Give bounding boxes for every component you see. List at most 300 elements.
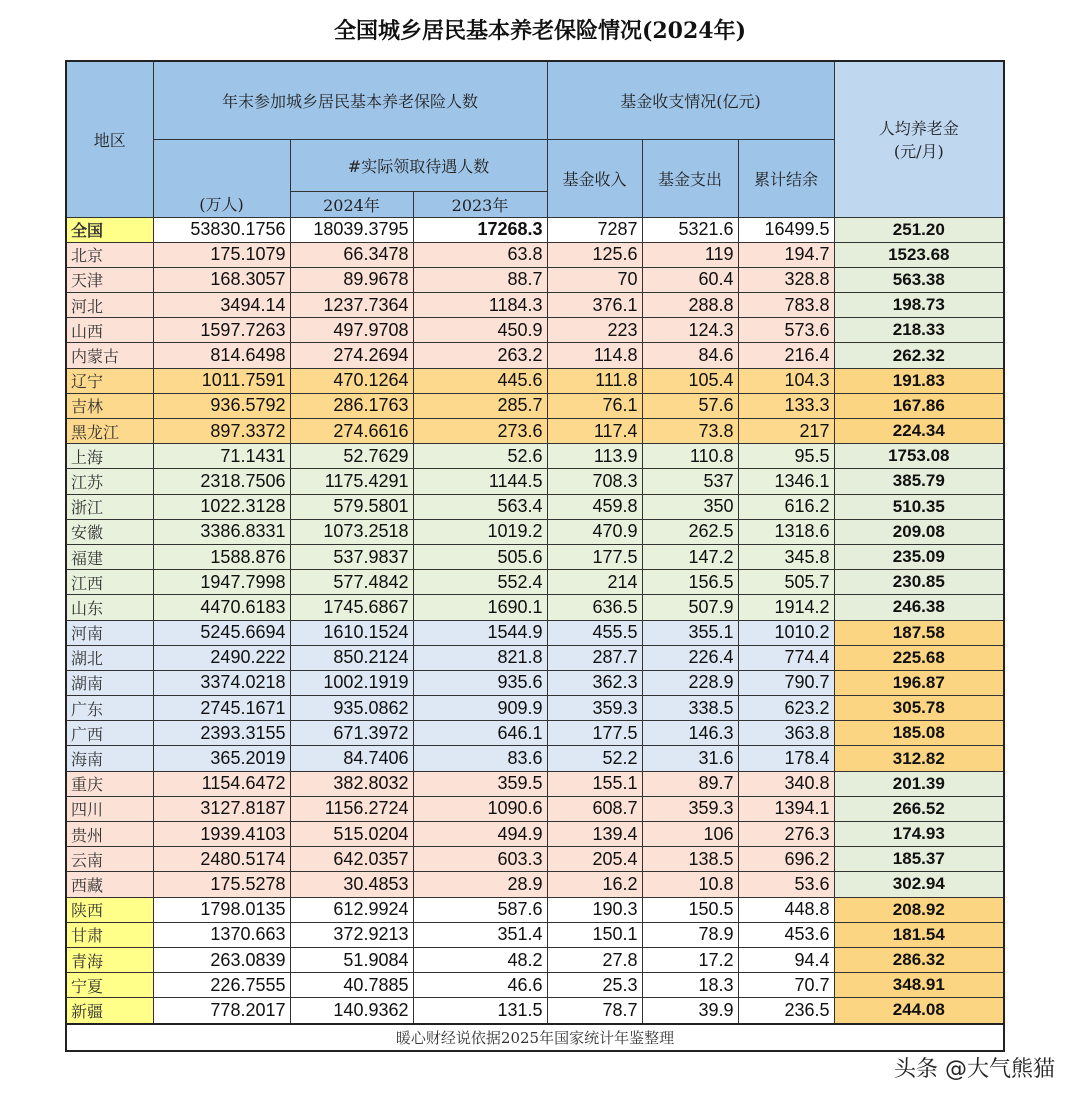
cell-receiving-2024: 537.9837 [290, 544, 413, 569]
cell-region: 甘肃 [66, 922, 153, 947]
cell-per-capita-pension: 209.08 [834, 519, 1004, 544]
cell-fund-income: 177.5 [547, 721, 642, 746]
cell-fund-balance: 623.2 [738, 696, 834, 721]
cell-insured: 71.1431 [153, 444, 290, 469]
cell-receiving-2024: 84.7406 [290, 746, 413, 771]
cell-receiving-2023: 1184.3 [413, 293, 547, 318]
cell-fund-balance: 790.7 [738, 670, 834, 695]
cell-per-capita-pension: 305.78 [834, 696, 1004, 721]
cell-fund-income: 223 [547, 318, 642, 343]
cell-fund-expense: 156.5 [642, 570, 738, 595]
cell-fund-income: 7287 [547, 217, 642, 242]
table-row [66, 318, 1004, 343]
cell-per-capita-pension: 312.82 [834, 746, 1004, 771]
cell-fund-balance: 505.7 [738, 570, 834, 595]
cell-fund-expense: 110.8 [642, 444, 738, 469]
cell-region: 新疆 [66, 998, 153, 1024]
cell-receiving-2023: 17268.3 [413, 217, 547, 242]
cell-insured: 2490.222 [153, 645, 290, 670]
cell-per-capita-pension: 235.09 [834, 544, 1004, 569]
cell-insured: 53830.1756 [153, 217, 290, 242]
cell-fund-income: 455.5 [547, 620, 642, 645]
table-row [66, 419, 1004, 444]
cell-fund-expense: 228.9 [642, 670, 738, 695]
table-row [66, 444, 1004, 469]
cell-per-capita-pension: 230.85 [834, 570, 1004, 595]
cell-fund-expense: 5321.6 [642, 217, 738, 242]
cell-fund-balance: 696.2 [738, 847, 834, 872]
cell-fund-income: 52.2 [547, 746, 642, 771]
cell-per-capita-pension: 181.54 [834, 922, 1004, 947]
cell-insured: 778.2017 [153, 998, 290, 1024]
table-row [66, 922, 1004, 947]
cell-region: 海南 [66, 746, 153, 771]
source-note: 暖心财经说依据2025年国家统计年鉴整理 [66, 1024, 1004, 1051]
cell-receiving-2024: 51.9084 [290, 947, 413, 972]
cell-per-capita-pension: 196.87 [834, 670, 1004, 695]
page-title: 全国城乡居民基本养老保险情况(2024年) [333, 18, 747, 44]
cell-receiving-2023: 351.4 [413, 922, 547, 947]
cell-fund-income: 139.4 [547, 822, 642, 847]
cell-receiving-2023: 821.8 [413, 645, 547, 670]
cell-fund-expense: 226.4 [642, 645, 738, 670]
cell-fund-income: 78.7 [547, 998, 642, 1024]
table-row [66, 242, 1004, 267]
cell-fund-balance: 328.8 [738, 267, 834, 292]
cell-fund-income: 150.1 [547, 922, 642, 947]
cell-receiving-2024: 140.9362 [290, 998, 413, 1024]
table-row [66, 469, 1004, 494]
cell-fund-expense: 262.5 [642, 519, 738, 544]
cell-fund-income: 376.1 [547, 293, 642, 318]
cell-region: 陕西 [66, 897, 153, 922]
pension-table [65, 60, 1005, 1052]
cell-region: 广西 [66, 721, 153, 746]
header-2023: 2023年 [413, 191, 547, 217]
cell-per-capita-pension: 225.68 [834, 645, 1004, 670]
cell-insured: 263.0839 [153, 947, 290, 972]
cell-per-capita-pension: 251.20 [834, 217, 1004, 242]
table-row [66, 293, 1004, 318]
watermark: 头条 @大气熊猫 [894, 1057, 1055, 1082]
cell-receiving-2023: 359.5 [413, 771, 547, 796]
cell-per-capita-pension: 510.35 [834, 494, 1004, 519]
cell-insured: 1798.0135 [153, 897, 290, 922]
cell-receiving-2023: 494.9 [413, 822, 547, 847]
table-row [66, 217, 1004, 242]
cell-receiving-2023: 88.7 [413, 267, 547, 292]
cell-region: 宁夏 [66, 973, 153, 998]
table-row [66, 494, 1004, 519]
cell-receiving-2023: 63.8 [413, 242, 547, 267]
cell-insured: 1370.663 [153, 922, 290, 947]
cell-insured: 5245.6694 [153, 620, 290, 645]
cell-receiving-2024: 66.3478 [290, 242, 413, 267]
cell-per-capita-pension: 348.91 [834, 973, 1004, 998]
cell-insured: 3386.8331 [153, 519, 290, 544]
cell-insured: 1154.6472 [153, 771, 290, 796]
cell-region: 辽宁 [66, 368, 153, 393]
cell-fund-expense: 39.9 [642, 998, 738, 1024]
table-row [66, 721, 1004, 746]
cell-fund-balance: 573.6 [738, 318, 834, 343]
cell-insured: 168.3057 [153, 267, 290, 292]
cell-region: 广东 [66, 696, 153, 721]
header-income: 基金收入 [547, 139, 642, 217]
cell-fund-balance: 276.3 [738, 822, 834, 847]
cell-per-capita-pension: 218.33 [834, 318, 1004, 343]
cell-per-capita-pension: 167.86 [834, 393, 1004, 418]
cell-fund-income: 25.3 [547, 973, 642, 998]
cell-per-capita-pension: 185.37 [834, 847, 1004, 872]
cell-fund-income: 205.4 [547, 847, 642, 872]
cell-fund-expense: 350 [642, 494, 738, 519]
cell-fund-balance: 16499.5 [738, 217, 834, 242]
cell-per-capita-pension: 262.32 [834, 343, 1004, 368]
table-row [66, 847, 1004, 872]
table-row [66, 947, 1004, 972]
cell-receiving-2023: 28.9 [413, 872, 547, 897]
footer-row [66, 1024, 1004, 1051]
table-row [66, 544, 1004, 569]
cell-fund-income: 177.5 [547, 544, 642, 569]
table-row [66, 872, 1004, 897]
cell-fund-expense: 84.6 [642, 343, 738, 368]
cell-insured: 175.1079 [153, 242, 290, 267]
cell-fund-income: 470.9 [547, 519, 642, 544]
cell-fund-expense: 60.4 [642, 267, 738, 292]
cell-fund-balance: 94.4 [738, 947, 834, 972]
cell-receiving-2023: 935.6 [413, 670, 547, 695]
cell-receiving-2023: 1544.9 [413, 620, 547, 645]
cell-insured: 3127.8187 [153, 796, 290, 821]
cell-per-capita-pension: 224.34 [834, 419, 1004, 444]
cell-fund-expense: 147.2 [642, 544, 738, 569]
cell-region: 河南 [66, 620, 153, 645]
cell-fund-expense: 150.5 [642, 897, 738, 922]
cell-per-capita-pension: 302.94 [834, 872, 1004, 897]
table-body [66, 217, 1004, 1024]
cell-fund-balance: 363.8 [738, 721, 834, 746]
cell-fund-expense: 31.6 [642, 746, 738, 771]
cell-fund-income: 190.3 [547, 897, 642, 922]
cell-receiving-2023: 445.6 [413, 368, 547, 393]
table-row [66, 771, 1004, 796]
cell-receiving-2024: 671.3972 [290, 721, 413, 746]
cell-fund-income: 16.2 [547, 872, 642, 897]
cell-region: 天津 [66, 267, 153, 292]
cell-receiving-2023: 52.6 [413, 444, 547, 469]
table-row [66, 822, 1004, 847]
cell-per-capita-pension: 208.92 [834, 897, 1004, 922]
cell-insured: 175.5278 [153, 872, 290, 897]
cell-insured: 1939.4103 [153, 822, 290, 847]
cell-per-capita-pension: 201.39 [834, 771, 1004, 796]
cell-fund-expense: 146.3 [642, 721, 738, 746]
cell-receiving-2024: 274.2694 [290, 343, 413, 368]
table-row [66, 670, 1004, 695]
header-insured: 年末参加城乡居民基本养老保险人数 [153, 61, 547, 139]
cell-receiving-2023: 285.7 [413, 393, 547, 418]
header-receiving: #实际领取待遇人数 [290, 139, 547, 191]
cell-per-capita-pension: 1753.08 [834, 444, 1004, 469]
cell-receiving-2024: 1002.1919 [290, 670, 413, 695]
cell-fund-income: 362.3 [547, 670, 642, 695]
cell-receiving-2024: 642.0357 [290, 847, 413, 872]
cell-fund-income: 111.8 [547, 368, 642, 393]
header-balance: 累计结余 [738, 139, 834, 217]
cell-fund-expense: 106 [642, 822, 738, 847]
table-row [66, 620, 1004, 645]
cell-receiving-2024: 274.6616 [290, 419, 413, 444]
cell-insured: 2480.5174 [153, 847, 290, 872]
cell-fund-expense: 537 [642, 469, 738, 494]
cell-receiving-2024: 1175.4291 [290, 469, 413, 494]
cell-insured: 1588.876 [153, 544, 290, 569]
header-2024: 2024年 [290, 191, 413, 217]
cell-fund-income: 125.6 [547, 242, 642, 267]
cell-region: 河北 [66, 293, 153, 318]
cell-fund-balance: 53.6 [738, 872, 834, 897]
cell-region: 山东 [66, 595, 153, 620]
cell-receiving-2024: 470.1264 [290, 368, 413, 393]
cell-receiving-2023: 646.1 [413, 721, 547, 746]
cell-receiving-2024: 1745.6867 [290, 595, 413, 620]
cell-per-capita-pension: 246.38 [834, 595, 1004, 620]
table-row [66, 595, 1004, 620]
cell-receiving-2024: 40.7885 [290, 973, 413, 998]
cell-insured: 3374.0218 [153, 670, 290, 695]
cell-receiving-2023: 263.2 [413, 343, 547, 368]
cell-region: 上海 [66, 444, 153, 469]
cell-fund-expense: 119 [642, 242, 738, 267]
table-row [66, 368, 1004, 393]
cell-fund-expense: 359.3 [642, 796, 738, 821]
cell-receiving-2024: 52.7629 [290, 444, 413, 469]
cell-fund-income: 708.3 [547, 469, 642, 494]
cell-receiving-2024: 515.0204 [290, 822, 413, 847]
cell-receiving-2024: 286.1763 [290, 393, 413, 418]
cell-fund-balance: 1914.2 [738, 595, 834, 620]
cell-fund-balance: 194.7 [738, 242, 834, 267]
cell-fund-balance: 345.8 [738, 544, 834, 569]
table-row [66, 267, 1004, 292]
cell-per-capita-pension: 174.93 [834, 822, 1004, 847]
cell-receiving-2023: 587.6 [413, 897, 547, 922]
cell-fund-expense: 73.8 [642, 419, 738, 444]
cell-receiving-2023: 563.4 [413, 494, 547, 519]
cell-fund-balance: 774.4 [738, 645, 834, 670]
cell-receiving-2023: 131.5 [413, 998, 547, 1024]
cell-region: 浙江 [66, 494, 153, 519]
table-row [66, 645, 1004, 670]
cell-receiving-2023: 1019.2 [413, 519, 547, 544]
cell-per-capita-pension: 191.83 [834, 368, 1004, 393]
header-unit: (万人) [153, 191, 290, 217]
cell-region: 安徽 [66, 519, 153, 544]
cell-receiving-2024: 850.2124 [290, 645, 413, 670]
cell-region: 山西 [66, 318, 153, 343]
cell-per-capita-pension: 187.58 [834, 620, 1004, 645]
cell-region: 黑龙江 [66, 419, 153, 444]
cell-per-capita-pension: 266.52 [834, 796, 1004, 821]
cell-receiving-2023: 450.9 [413, 318, 547, 343]
cell-receiving-2024: 579.5801 [290, 494, 413, 519]
cell-fund-expense: 507.9 [642, 595, 738, 620]
cell-insured: 936.5792 [153, 393, 290, 418]
cell-receiving-2024: 497.9708 [290, 318, 413, 343]
cell-region: 重庆 [66, 771, 153, 796]
cell-per-capita-pension: 563.38 [834, 267, 1004, 292]
cell-fund-expense: 138.5 [642, 847, 738, 872]
cell-fund-expense: 78.9 [642, 922, 738, 947]
cell-fund-balance: 217 [738, 419, 834, 444]
cell-per-capita-pension: 385.79 [834, 469, 1004, 494]
cell-fund-balance: 616.2 [738, 494, 834, 519]
table-row [66, 998, 1004, 1024]
cell-region: 江苏 [66, 469, 153, 494]
cell-receiving-2024: 89.9678 [290, 267, 413, 292]
cell-fund-balance: 236.5 [738, 998, 834, 1024]
cell-receiving-2024: 577.4842 [290, 570, 413, 595]
cell-fund-balance: 70.7 [738, 973, 834, 998]
cell-receiving-2023: 505.6 [413, 544, 547, 569]
cell-insured: 2745.1671 [153, 696, 290, 721]
cell-per-capita-pension: 198.73 [834, 293, 1004, 318]
cell-region: 湖南 [66, 670, 153, 695]
cell-receiving-2023: 1090.6 [413, 796, 547, 821]
cell-insured: 1947.7998 [153, 570, 290, 595]
cell-fund-expense: 17.2 [642, 947, 738, 972]
cell-insured: 3494.14 [153, 293, 290, 318]
cell-region: 湖北 [66, 645, 153, 670]
cell-insured: 1011.7591 [153, 368, 290, 393]
cell-receiving-2023: 273.6 [413, 419, 547, 444]
cell-fund-balance: 783.8 [738, 293, 834, 318]
cell-insured: 226.7555 [153, 973, 290, 998]
cell-region: 内蒙古 [66, 343, 153, 368]
cell-receiving-2023: 1144.5 [413, 469, 547, 494]
cell-fund-balance: 340.8 [738, 771, 834, 796]
header-expense: 基金支出 [642, 139, 738, 217]
cell-fund-income: 114.8 [547, 343, 642, 368]
cell-fund-balance: 95.5 [738, 444, 834, 469]
cell-receiving-2023: 909.9 [413, 696, 547, 721]
cell-insured: 897.3372 [153, 419, 290, 444]
cell-fund-income: 27.8 [547, 947, 642, 972]
table-row [66, 796, 1004, 821]
table-row [66, 343, 1004, 368]
cell-region: 贵州 [66, 822, 153, 847]
cell-receiving-2024: 382.8032 [290, 771, 413, 796]
cell-region: 全国 [66, 217, 153, 242]
cell-fund-expense: 124.3 [642, 318, 738, 343]
cell-fund-income: 636.5 [547, 595, 642, 620]
cell-receiving-2024: 612.9924 [290, 897, 413, 922]
cell-region: 青海 [66, 947, 153, 972]
cell-insured: 4470.6183 [153, 595, 290, 620]
cell-receiving-2023: 1690.1 [413, 595, 547, 620]
cell-fund-income: 76.1 [547, 393, 642, 418]
cell-fund-balance: 178.4 [738, 746, 834, 771]
cell-insured: 814.6498 [153, 343, 290, 368]
cell-per-capita-pension: 286.32 [834, 947, 1004, 972]
cell-region: 四川 [66, 796, 153, 821]
cell-receiving-2023: 48.2 [413, 947, 547, 972]
cell-receiving-2024: 1156.2724 [290, 796, 413, 821]
cell-receiving-2024: 1610.1524 [290, 620, 413, 645]
header-fund: 基金收支情况(亿元) [547, 61, 834, 139]
cell-region: 吉林 [66, 393, 153, 418]
cell-fund-balance: 1318.6 [738, 519, 834, 544]
table-row [66, 897, 1004, 922]
header-per-capita: 人均养老金 (元/月) [834, 61, 1004, 217]
cell-insured: 2318.7506 [153, 469, 290, 494]
cell-receiving-2023: 83.6 [413, 746, 547, 771]
cell-receiving-2024: 372.9213 [290, 922, 413, 947]
table-row [66, 746, 1004, 771]
cell-fund-income: 214 [547, 570, 642, 595]
cell-region: 云南 [66, 847, 153, 872]
cell-fund-expense: 338.5 [642, 696, 738, 721]
cell-receiving-2023: 552.4 [413, 570, 547, 595]
cell-insured: 2393.3155 [153, 721, 290, 746]
table-row [66, 393, 1004, 418]
cell-region: 江西 [66, 570, 153, 595]
cell-fund-balance: 216.4 [738, 343, 834, 368]
header-region: 地区 [66, 61, 153, 217]
header-insured-spacer [153, 139, 290, 191]
cell-fund-balance: 1346.1 [738, 469, 834, 494]
cell-fund-expense: 57.6 [642, 393, 738, 418]
cell-insured: 365.2019 [153, 746, 290, 771]
table-row [66, 519, 1004, 544]
cell-fund-balance: 133.3 [738, 393, 834, 418]
cell-fund-income: 359.3 [547, 696, 642, 721]
cell-fund-income: 287.7 [547, 645, 642, 670]
cell-fund-balance: 1394.1 [738, 796, 834, 821]
cell-per-capita-pension: 1523.68 [834, 242, 1004, 267]
cell-fund-balance: 448.8 [738, 897, 834, 922]
cell-region: 西藏 [66, 872, 153, 897]
cell-fund-expense: 18.3 [642, 973, 738, 998]
cell-fund-expense: 89.7 [642, 771, 738, 796]
cell-fund-income: 70 [547, 267, 642, 292]
cell-region: 福建 [66, 544, 153, 569]
cell-fund-income: 608.7 [547, 796, 642, 821]
cell-fund-expense: 355.1 [642, 620, 738, 645]
cell-fund-balance: 1010.2 [738, 620, 834, 645]
cell-receiving-2024: 1073.2518 [290, 519, 413, 544]
cell-fund-balance: 104.3 [738, 368, 834, 393]
cell-receiving-2024: 935.0862 [290, 696, 413, 721]
table-row [66, 973, 1004, 998]
cell-receiving-2023: 603.3 [413, 847, 547, 872]
cell-fund-income: 117.4 [547, 419, 642, 444]
cell-receiving-2024: 18039.3795 [290, 217, 413, 242]
cell-fund-expense: 105.4 [642, 368, 738, 393]
cell-insured: 1022.3128 [153, 494, 290, 519]
cell-insured: 1597.7263 [153, 318, 290, 343]
cell-per-capita-pension: 244.08 [834, 998, 1004, 1024]
cell-fund-expense: 288.8 [642, 293, 738, 318]
cell-fund-income: 113.9 [547, 444, 642, 469]
table-row [66, 570, 1004, 595]
cell-receiving-2024: 30.4853 [290, 872, 413, 897]
table-row [66, 696, 1004, 721]
cell-region: 北京 [66, 242, 153, 267]
cell-fund-expense: 10.8 [642, 872, 738, 897]
